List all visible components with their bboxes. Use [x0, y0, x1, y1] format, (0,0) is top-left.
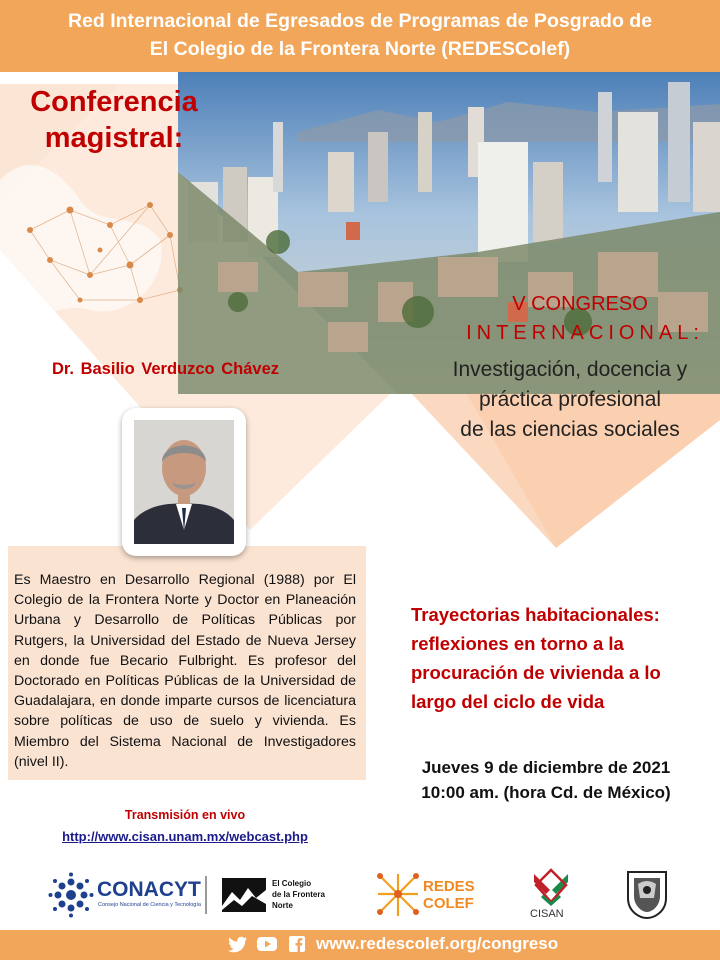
congress-theme: [420, 355, 720, 445]
redes-logo-line-2: COLEF: [423, 895, 474, 912]
talk-title-line-4: largo del ciclo de vida: [411, 691, 605, 712]
talk-title: [411, 600, 711, 716]
stream-label: Transmisión en vivo: [124, 808, 246, 822]
conference-title-line-2: magistral:: [44, 122, 184, 154]
redes-logo-line-1: REDES: [423, 878, 475, 895]
footer-website-link[interactable]: www.redescolef.org/congreso: [316, 934, 559, 953]
logo-divider: [205, 876, 207, 914]
speaker-photo: [134, 420, 234, 544]
colef-logo-icon: [222, 878, 266, 912]
event-date: Jueves 9 de diciembre de 2021: [421, 758, 671, 777]
conacyt-logo-subtitle: Consejo Nacional de Ciencia y Tecnología: [98, 902, 201, 908]
conacyt-logo-icon: [48, 872, 94, 918]
redes-logo-text: [423, 878, 475, 912]
speaker-name: Dr. Basilio Verduzco Chávez: [52, 360, 279, 378]
congress-theme-line-2: práctica profesional: [478, 388, 662, 411]
congress-edition: V CONGRESO: [512, 293, 648, 315]
unam-shield-icon: [624, 868, 670, 920]
talk-title-line-2: reflexiones en torno a la: [411, 633, 624, 654]
congress-theme-line-3: de las ciencias sociales: [460, 418, 680, 441]
facebook-icon[interactable]: [288, 934, 306, 954]
talk-title-line-1: Trayectorias habitacionales:: [411, 604, 660, 625]
twitter-icon[interactable]: [228, 934, 248, 954]
speaker-bio: Es Maestro en Desarrollo Regional (1988) por El Colegio de la Frontera Norte y Doctor en Planeación Urbana y Desarrollo de Políticas Públicas por Rutgers, la Universidad del Estado de Nueva Jersey en donde fue Becario Fulbright. Es profesor del Doctorado en Políticas Públicas de la Universidad de Guadalajara, en donde imparte cursos de licenciatura sobre políticas de uso de suelo y vivienda. Es Miembro del Sistema Nacional de Investigadores (nivel II).: [14, 572, 356, 770]
stream-link[interactable]: http://www.cisan.unam.mx/webcast.php: [62, 829, 308, 844]
event-time: 10:00 am. (hora Cd. de México): [421, 783, 671, 802]
colef-logo-line-3: Norte: [272, 901, 293, 910]
sponsor-logos: [0, 858, 720, 928]
cisan-logo-icon: [532, 868, 570, 906]
header-line-1: Red Internacional de Egresados de Programas de Posgrado de: [67, 10, 653, 32]
colef-logo-line-2: de la Frontera: [272, 890, 325, 899]
talk-title-line-3: procuración de vivienda a lo: [411, 662, 661, 683]
header-banner: [0, 0, 720, 72]
colef-logo-line-1: El Colegio: [272, 879, 312, 888]
conacyt-logo-text: CONACYT: [97, 878, 201, 901]
congress-theme-line-1: Investigación, docencia y: [452, 358, 688, 381]
redes-logo-icon: [376, 872, 420, 918]
header-line-2: El Colegio de la Frontera Norte (REDESColef): [149, 38, 571, 60]
conference-title: [14, 84, 214, 156]
conference-title-line-1: Conferencia: [30, 86, 198, 118]
congress-type: INTERNACIONAL:: [466, 322, 704, 344]
youtube-icon[interactable]: [256, 934, 278, 954]
colef-logo-text: [272, 878, 325, 911]
cisan-logo-text: CISAN: [530, 908, 564, 920]
